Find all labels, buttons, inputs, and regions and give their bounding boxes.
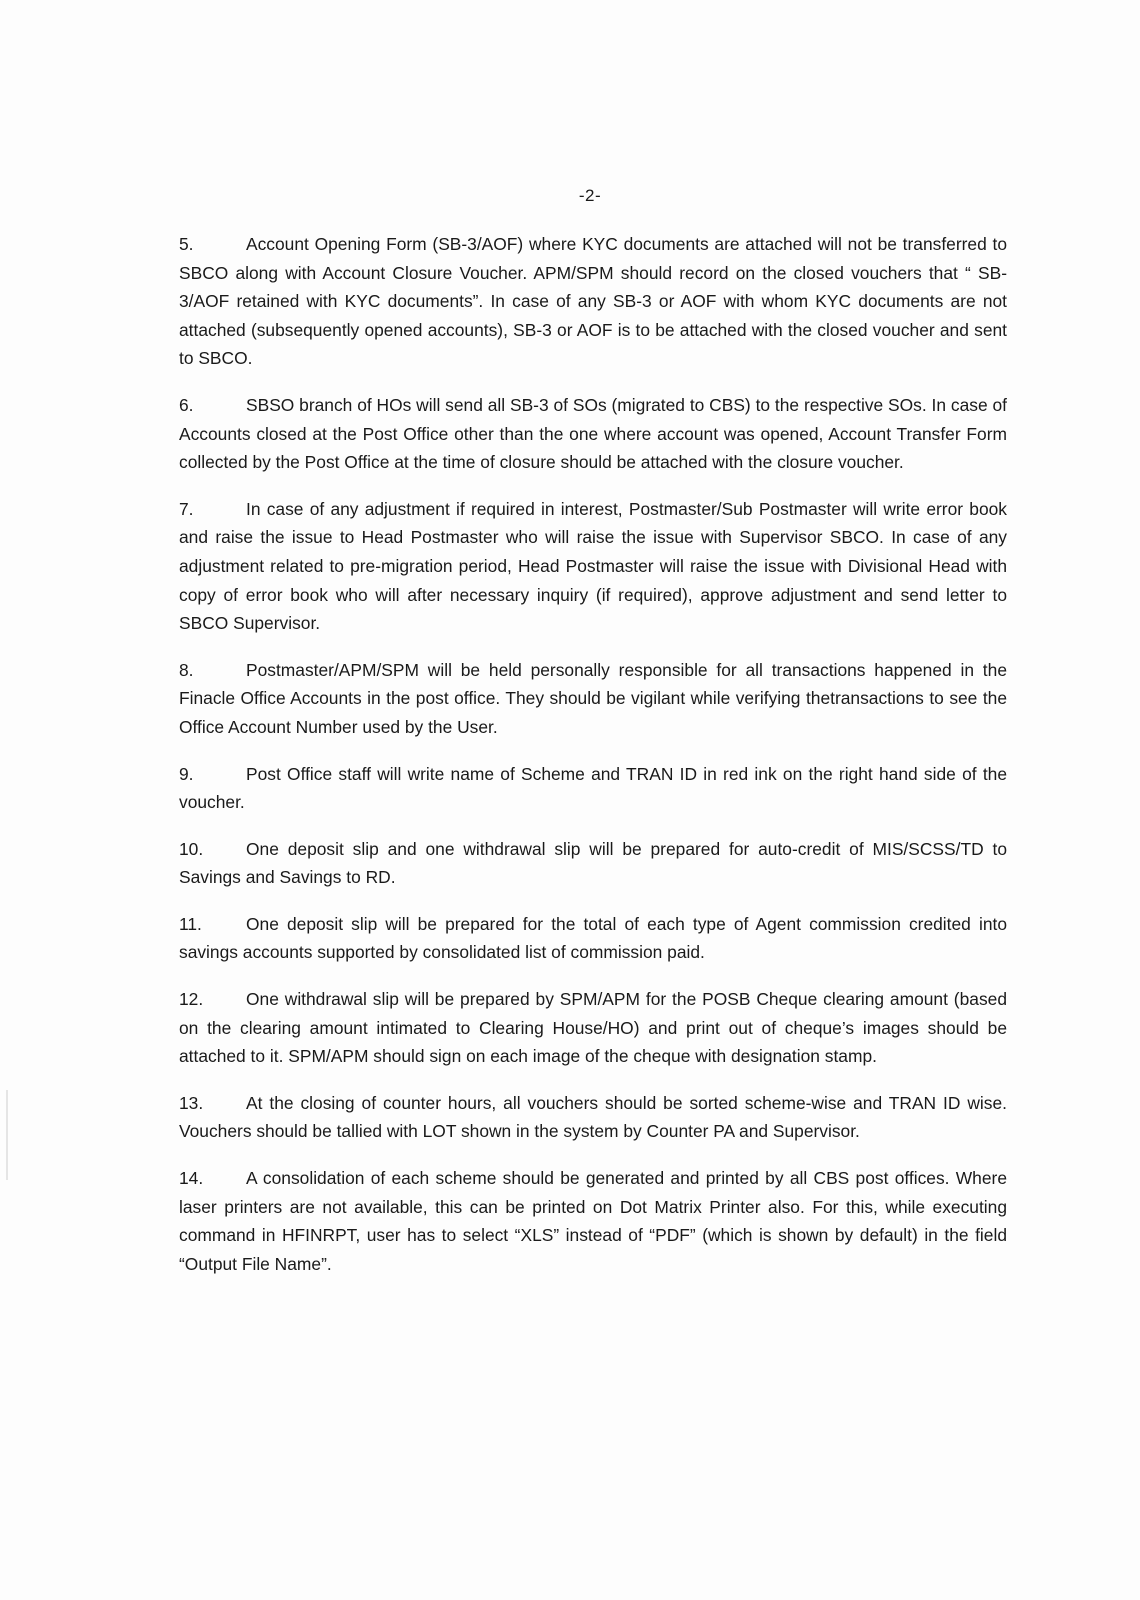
paragraph-text: In case of any adjustment if required in interest, Postmaster/Sub Postmaster will write error book and raise the issue to Head Postmaster who will raise the issue with Supervisor SBCO. In case of any adjustment related to pre-migration period, Head Postmaster will raise the issue with Divisional Head with copy of error book who will after necessary inquiry (if required), approve adjustment and send letter to SBCO Supervisor. xyxy=(179,498,1007,634)
paragraph-11 xyxy=(179,910,1007,967)
paragraph-number: 6. xyxy=(179,394,194,415)
paragraph-number: 9. xyxy=(179,763,194,784)
paragraph-5 xyxy=(179,230,1007,373)
paragraph-text: Postmaster/APM/SPM will be held personally responsible for all transactions happened in the Finacle Office Accounts in the post office. They should be vigilant while verifying thetransactions to see the Office Account Number used by the User. xyxy=(179,659,1007,737)
page-number: -2- xyxy=(578,186,602,205)
paragraph-6 xyxy=(179,391,1007,477)
document-body xyxy=(179,230,1007,1296)
paragraph-number: 10. xyxy=(179,838,204,859)
paragraph-number: 12. xyxy=(179,989,204,1010)
paragraph-13 xyxy=(179,1089,1007,1146)
paragraph-10 xyxy=(179,835,1007,892)
paragraph-text: At the closing of counter hours, all vouchers should be sorted scheme-wise and TRAN ID wise. Vouchers should be tallied with LOT shown in the system by Counter PA and Supervisor. xyxy=(179,1092,1007,1142)
paragraph-7 xyxy=(179,495,1007,638)
paragraph-number: 11. xyxy=(179,913,202,934)
paragraph-text: A consolidation of each scheme should be generated and printed by all CBS post offices. Where laser printers are not available, this can be printed on Dot Matrix Printer also. For this, while executing command in HFINRPT, user has to select “XLS” instead of “PDF” (which is shown by default) in the field “Output File Name”. xyxy=(179,1168,1007,1274)
paragraph-text: One deposit slip will be prepared for the total of each type of Agent commission credited into savings accounts supported by consolidated list of commission paid. xyxy=(179,913,1007,963)
paragraph-text: Account Opening Form (SB-3/AOF) where KYC documents are attached will not be transferred to SBCO along with Account Closure Voucher. APM/SPM should record on the closed vouchers that “ SB-3/AOF retained with KYC documents”. In case of any SB-3 or AOF with whom KYC documents are not attached (subsequently opened accounts), SB-3 or AOF is to be attached with the closed voucher and sent to SBCO. xyxy=(179,234,1007,369)
paragraph-text: One withdrawal slip will be prepared by SPM/APM for the POSB Cheque clearing amount (based on the clearing amount intimated to Clearing House/HO) and print out of cheque’s images should be attached to it. SPM/APM should sign on each image of the cheque with designation stamp. xyxy=(179,989,1007,1067)
paragraph-number: 7. xyxy=(179,498,194,519)
paragraph-text: SBSO branch of HOs will send all SB-3 of SOs (migrated to CBS) to the respective SOs. In case of Accounts closed at the Post Office other than the one where account was opened, Account Transfer Form collected by the Post Office at the time of closure should be attached with the closure voucher. xyxy=(179,394,1007,473)
paragraph-number: 5. xyxy=(179,234,194,254)
paragraph-14 xyxy=(179,1164,1007,1278)
paragraph-9 xyxy=(179,760,1007,817)
paragraph-text: Post Office staff will write name of Scheme and TRAN ID in red ink on the right hand side of the voucher. xyxy=(179,763,1007,813)
paragraph-number: 8. xyxy=(179,659,194,680)
paragraph-text: One deposit slip and one withdrawal slip will be prepared for auto-credit of MIS/SCSS/TD to Savings and Savings to RD. xyxy=(179,838,1007,888)
paragraph-number: 14. xyxy=(179,1168,204,1189)
paragraph-number: 13. xyxy=(179,1092,204,1113)
scan-edge-mark xyxy=(6,1090,8,1180)
paragraph-12 xyxy=(179,985,1007,1071)
paragraph-8 xyxy=(179,656,1007,742)
